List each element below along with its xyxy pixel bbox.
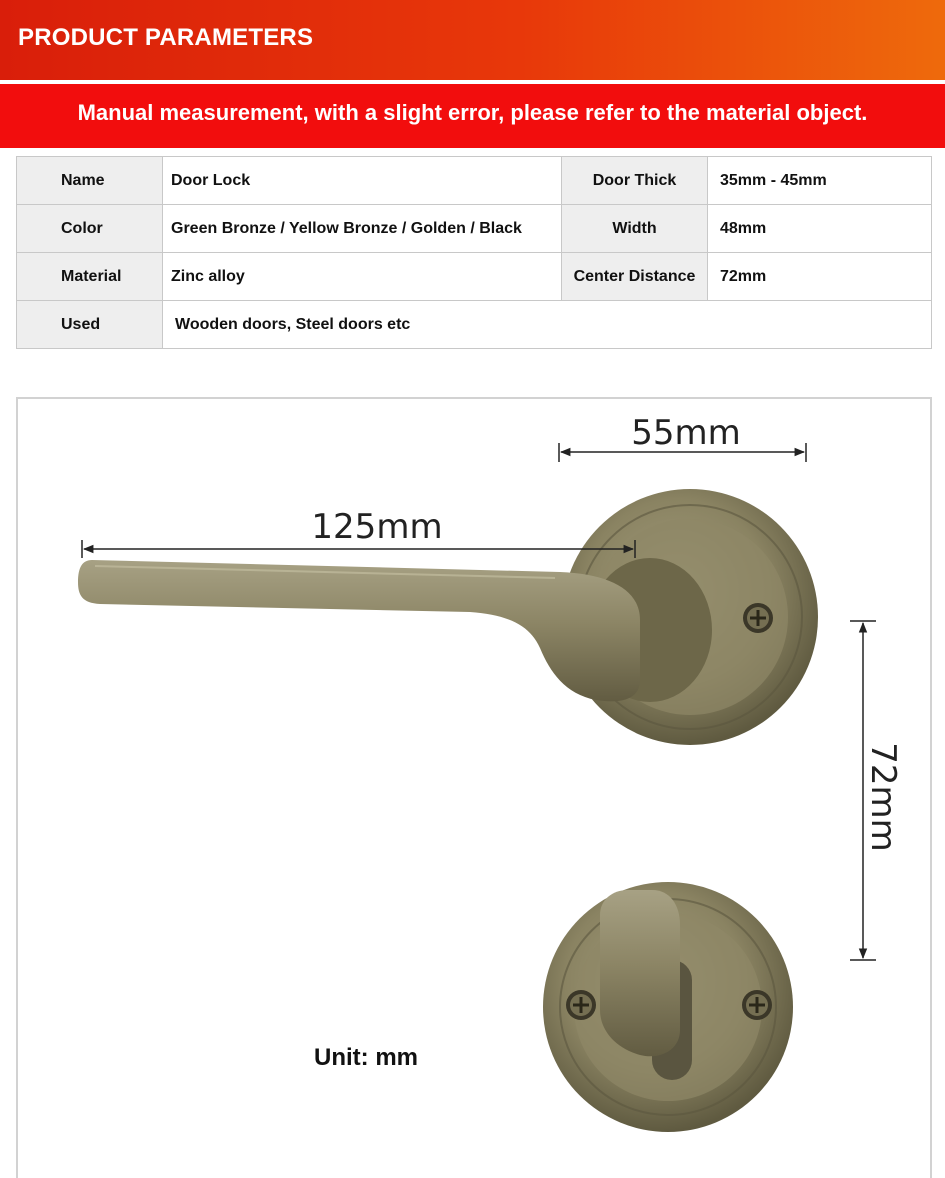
param-value: 48mm	[708, 205, 932, 253]
param-label: Material	[17, 253, 163, 301]
param-label: Color	[17, 205, 163, 253]
center-distance-dimension	[850, 621, 903, 960]
param-value: Door Lock	[163, 157, 562, 205]
page-title: PRODUCT PARAMETERS	[18, 24, 314, 51]
screw-icon	[742, 990, 772, 1020]
param-label: Door Thick	[562, 157, 708, 205]
screw-icon	[743, 603, 773, 633]
lever-handle	[78, 558, 712, 702]
param-value: Zinc alloy	[163, 253, 562, 301]
param-label: Used	[17, 301, 163, 349]
param-value: Green Bronze / Yellow Bronze / Golden / Black	[163, 205, 562, 253]
rose-width-label: 55mm	[631, 413, 741, 453]
param-label: Name	[17, 157, 163, 205]
param-value: 72mm	[708, 253, 932, 301]
center-distance-label: 72mm	[863, 742, 903, 852]
rose-width-dimension	[559, 413, 806, 462]
measurement-notice: Manual measurement, with a slight error, please refer to the material object.	[77, 100, 868, 125]
param-value: 35mm - 45mm	[708, 157, 932, 205]
unit-label: Unit: mm	[314, 1044, 418, 1071]
thumb-turn-knob	[600, 890, 680, 1056]
param-label: Center Distance	[562, 253, 708, 301]
screw-icon	[566, 990, 596, 1020]
handle-length-dimension	[82, 507, 635, 558]
param-value: Wooden doors, Steel doors etc	[163, 301, 932, 349]
handle-length-label: 125mm	[311, 507, 443, 547]
param-label: Width	[562, 205, 708, 253]
